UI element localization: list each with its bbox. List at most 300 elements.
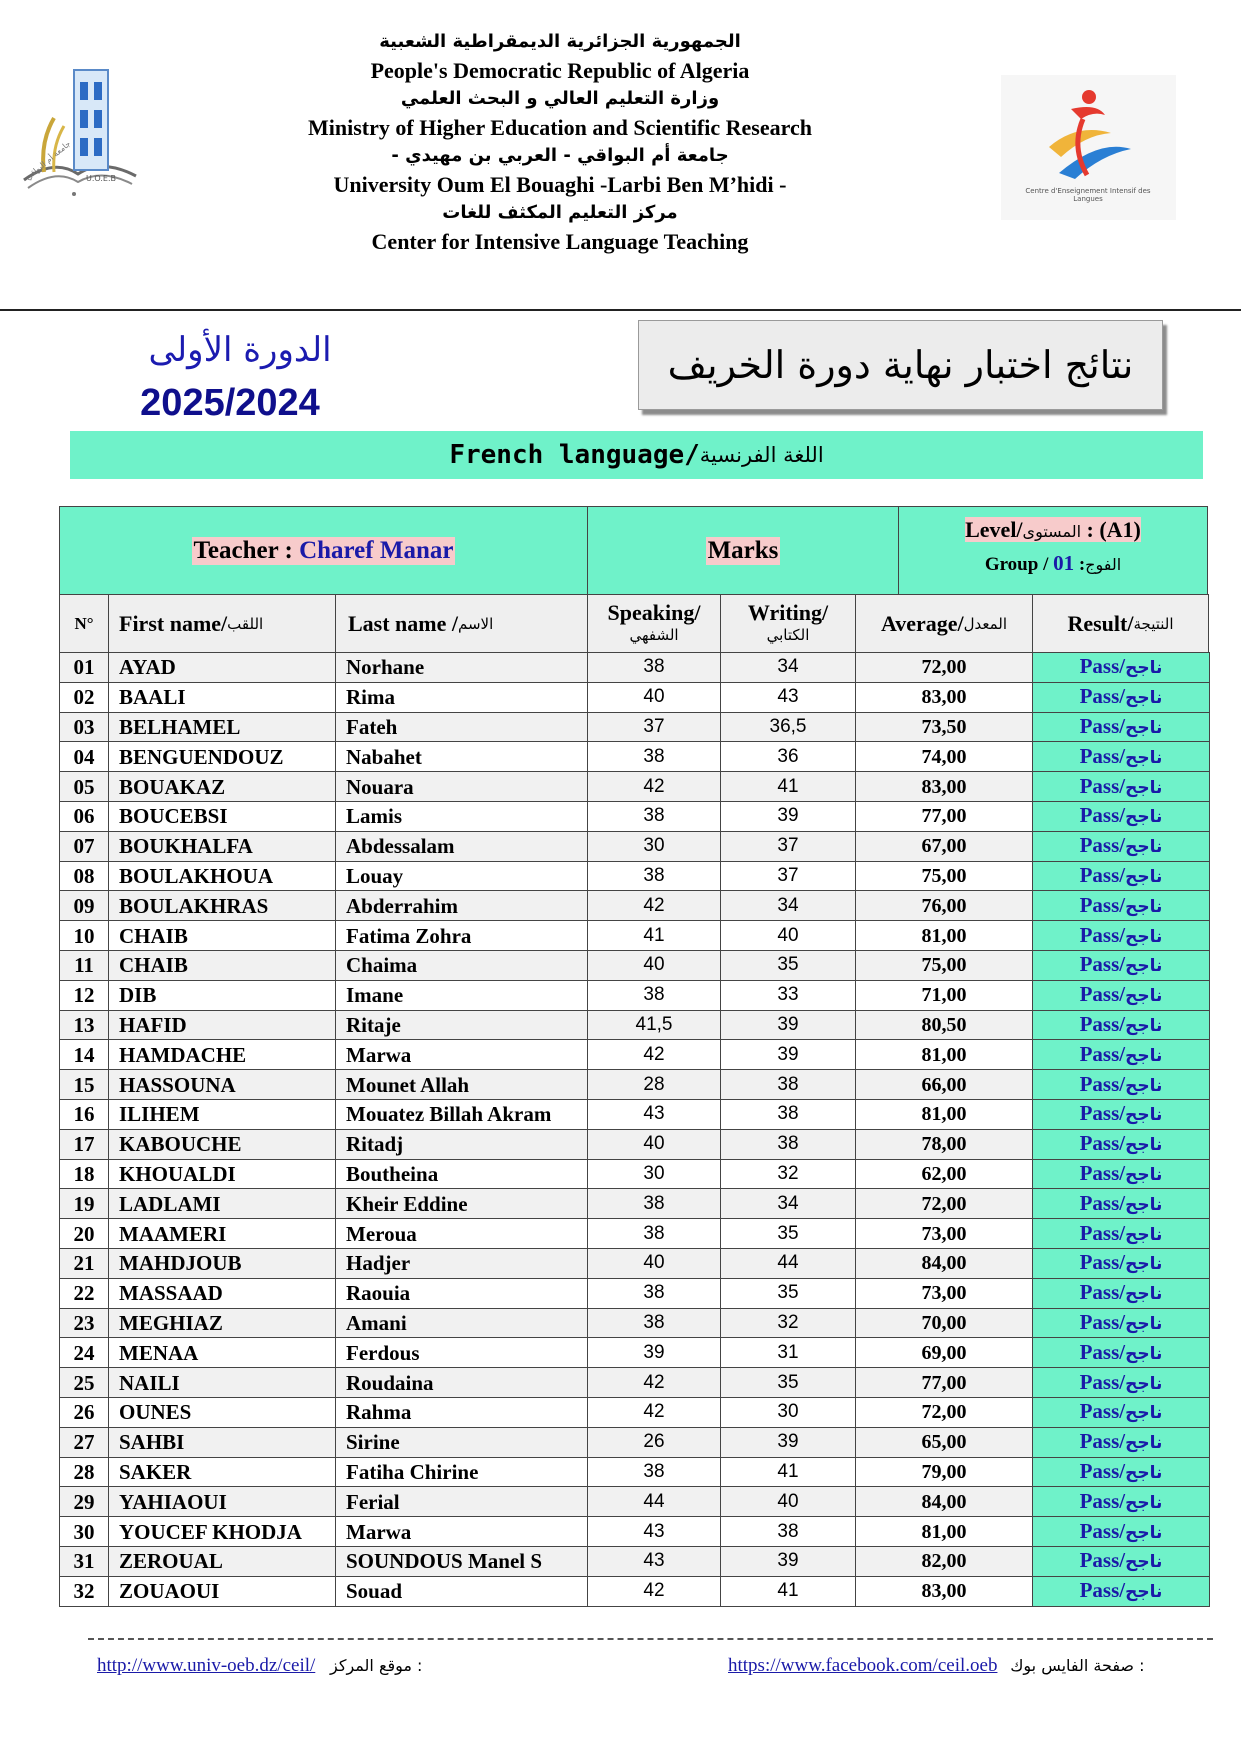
results-table-body <box>60 653 1210 1607</box>
row-first-name: KABOUCHE <box>109 1129 336 1159</box>
row-last-name: Marwa <box>336 1517 588 1547</box>
row-speaking: 26 <box>588 1427 721 1457</box>
group-line <box>899 551 1207 576</box>
row-last-name: Norhane <box>336 653 588 683</box>
col-last-name-text: Last name / <box>348 610 458 636</box>
row-number: 13 <box>60 1010 109 1040</box>
row-result-ar: ناجح <box>1125 1552 1163 1573</box>
row-result-text: Pass/ <box>1079 1041 1126 1066</box>
row-last-name: Hadjer <box>336 1248 588 1278</box>
row-average: 83,00 <box>856 682 1033 712</box>
row-first-name: LADLAMI <box>109 1189 336 1219</box>
row-number: 08 <box>60 861 109 891</box>
row-number: 15 <box>60 1070 109 1100</box>
row-writing: 40 <box>721 921 856 951</box>
row-last-name: Raouia <box>336 1278 588 1308</box>
row-result <box>1033 1397 1210 1427</box>
row-speaking: 38 <box>588 801 721 831</box>
teacher-label <box>192 537 456 565</box>
row-last-name: Amani <box>336 1308 588 1338</box>
row-speaking: 41,5 <box>588 1010 721 1040</box>
level-value: : (A1) <box>1081 517 1141 542</box>
row-result-ar: ناجح <box>1125 837 1163 858</box>
row-last-name: Nabahet <box>336 742 588 772</box>
row-writing: 35 <box>721 1219 856 1249</box>
row-number: 22 <box>60 1278 109 1308</box>
row-number: 09 <box>60 891 109 921</box>
row-result <box>1033 1189 1210 1219</box>
row-last-name: Roudaina <box>336 1368 588 1398</box>
row-first-name: BOULAKHOUA <box>109 861 336 891</box>
header-line-ministry: Ministry of Higher Education and Scientific Research <box>308 114 812 140</box>
row-last-name: Meroua <box>336 1219 588 1249</box>
row-first-name: MEGHIAZ <box>109 1308 336 1338</box>
row-writing: 34 <box>721 891 856 921</box>
row-result-text: Pass/ <box>1079 1071 1126 1096</box>
row-result-ar: ناجح <box>1125 1254 1163 1275</box>
row-speaking: 38 <box>588 653 721 683</box>
col-writing-ar: الكتابي <box>766 625 810 644</box>
row-result-text: Pass/ <box>1079 833 1126 858</box>
row-speaking: 42 <box>588 1368 721 1398</box>
row-result-text: Pass/ <box>1079 1518 1126 1543</box>
row-number: 10 <box>60 921 109 951</box>
row-result-text: Pass/ <box>1079 1309 1126 1334</box>
table-row <box>60 861 1210 891</box>
row-average: 77,00 <box>856 801 1033 831</box>
row-average: 81,00 <box>856 1040 1033 1070</box>
table-row <box>60 1219 1210 1249</box>
row-speaking: 38 <box>588 861 721 891</box>
table-row <box>60 801 1210 831</box>
table-row <box>60 712 1210 742</box>
row-result <box>1033 1517 1210 1547</box>
row-result-ar: ناجح <box>1125 866 1163 887</box>
row-writing: 39 <box>721 801 856 831</box>
header-line-ar-center: مركز التعليم المكثف للغات <box>442 202 678 223</box>
row-result-text: Pass/ <box>1079 654 1126 679</box>
row-average: 72,00 <box>856 653 1033 683</box>
col-header-number: N° <box>59 594 109 653</box>
row-last-name: Fatima Zohra <box>336 921 588 951</box>
row-first-name: HAMDACHE <box>109 1040 336 1070</box>
teacher-cell <box>59 506 588 595</box>
row-last-name: Ferial <box>336 1487 588 1517</box>
row-first-name: BOUKHALFA <box>109 831 336 861</box>
row-result-text: Pass/ <box>1079 1011 1126 1036</box>
row-last-name: Ritaje <box>336 1010 588 1040</box>
row-average: 73,50 <box>856 712 1033 742</box>
center-logo <box>1001 75 1176 220</box>
table-row <box>60 682 1210 712</box>
header-line-republic: People's Democratic Republic of Algeria <box>370 57 750 83</box>
row-average: 69,00 <box>856 1338 1033 1368</box>
row-number: 25 <box>60 1368 109 1398</box>
row-writing: 41 <box>721 772 856 802</box>
row-result <box>1033 1129 1210 1159</box>
row-number: 21 <box>60 1248 109 1278</box>
row-first-name: NAILI <box>109 1368 336 1398</box>
row-writing: 37 <box>721 831 856 861</box>
row-result <box>1033 742 1210 772</box>
row-last-name: Sirine <box>336 1427 588 1457</box>
teacher-label-text: Teacher : <box>193 536 300 564</box>
row-result-text: Pass/ <box>1079 1369 1126 1394</box>
row-first-name: HASSOUNA <box>109 1070 336 1100</box>
row-number: 30 <box>60 1517 109 1547</box>
row-number: 16 <box>60 1099 109 1129</box>
row-result-text: Pass/ <box>1079 713 1126 738</box>
row-average: 73,00 <box>856 1278 1033 1308</box>
table-row <box>60 891 1210 921</box>
row-speaking: 41 <box>588 921 721 951</box>
row-number: 07 <box>60 831 109 861</box>
header-line-center: Center for Intensive Language Teaching <box>371 228 749 254</box>
table-row <box>60 1189 1210 1219</box>
language-banner <box>70 431 1203 479</box>
table-row <box>60 1010 1210 1040</box>
row-result-text: Pass/ <box>1079 1458 1126 1483</box>
table-row <box>60 1129 1210 1159</box>
row-average: 81,00 <box>856 1517 1033 1547</box>
row-average: 65,00 <box>856 1427 1033 1457</box>
row-result-ar: ناجح <box>1125 986 1163 1007</box>
row-result <box>1033 980 1210 1010</box>
facebook-label: صفحة الفايس بوك : <box>1010 1656 1145 1675</box>
col-header-writing <box>720 594 856 653</box>
row-last-name: Rahma <box>336 1397 588 1427</box>
row-writing: 38 <box>721 1070 856 1100</box>
row-result-ar: ناجح <box>1125 1492 1163 1513</box>
row-result-text: Pass/ <box>1079 1429 1126 1454</box>
row-result <box>1033 1338 1210 1368</box>
row-result <box>1033 831 1210 861</box>
row-first-name: MENAA <box>109 1338 336 1368</box>
row-last-name: Kheir Eddine <box>336 1189 588 1219</box>
row-result-ar: ناجح <box>1125 1582 1163 1603</box>
row-writing: 36 <box>721 742 856 772</box>
col-result-text: Result/ <box>1067 610 1134 636</box>
col-speaking-text: Speaking/ <box>607 599 701 625</box>
row-result <box>1033 1487 1210 1517</box>
col-header-first-name <box>108 594 336 653</box>
row-number: 18 <box>60 1159 109 1189</box>
table-row <box>60 1546 1210 1576</box>
row-average: 79,00 <box>856 1457 1033 1487</box>
row-speaking: 38 <box>588 742 721 772</box>
row-result-text: Pass/ <box>1079 1548 1126 1573</box>
table-row <box>60 1070 1210 1100</box>
table-row <box>60 742 1210 772</box>
table-row <box>60 653 1210 683</box>
row-writing: 43 <box>721 682 856 712</box>
row-speaking: 37 <box>588 712 721 742</box>
col-header-result <box>1032 594 1209 653</box>
row-speaking: 42 <box>588 1397 721 1427</box>
row-result-text: Pass/ <box>1079 922 1126 947</box>
marks-label: Marks <box>707 536 779 564</box>
row-average: 62,00 <box>856 1159 1033 1189</box>
header-line-university: University Oum El Bouaghi -Larbi Ben M’hidi - <box>333 171 787 197</box>
table-row <box>60 1427 1210 1457</box>
table-row <box>60 1517 1210 1547</box>
row-result-text: Pass/ <box>1079 982 1126 1007</box>
row-result-ar: ناجح <box>1125 1313 1163 1334</box>
col-first-name-text: First name/ <box>119 610 228 636</box>
row-result <box>1033 1546 1210 1576</box>
row-first-name: BOULAKHRAS <box>109 891 336 921</box>
site-label: موقع المركز : <box>330 1656 423 1675</box>
footer-divider <box>88 1638 1213 1640</box>
row-speaking: 43 <box>588 1517 721 1547</box>
teacher-name: Charef Manar <box>299 536 454 564</box>
row-average: 66,00 <box>856 1070 1033 1100</box>
row-writing: 30 <box>721 1397 856 1427</box>
row-last-name: Boutheina <box>336 1159 588 1189</box>
row-speaking: 42 <box>588 1576 721 1606</box>
row-writing: 32 <box>721 1159 856 1189</box>
row-result-ar: ناجح <box>1125 1522 1163 1543</box>
header-line-ar-republic: الجمهورية الجزائرية الديمقراطية الشعبية <box>379 31 741 52</box>
university-logo-sub: U.O.E.B <box>86 174 116 183</box>
header-line-ar-university: جامعة أم البواقي - العربي بن مهيدي - <box>391 145 729 166</box>
row-last-name: Marwa <box>336 1040 588 1070</box>
row-result-ar: ناجح <box>1125 1164 1163 1185</box>
row-number: 11 <box>60 950 109 980</box>
row-first-name: SAKER <box>109 1457 336 1487</box>
row-result-ar: ناجح <box>1125 1194 1163 1215</box>
table-row <box>60 1368 1210 1398</box>
row-first-name: AYAD <box>109 653 336 683</box>
center-logo-caption: Centre d'Enseignement Intensif des Langues <box>1025 187 1151 203</box>
session-title: الدورة الأولى <box>148 330 332 370</box>
row-average: 83,00 <box>856 772 1033 802</box>
table-row <box>60 1159 1210 1189</box>
row-average: 73,00 <box>856 1219 1033 1249</box>
table-row <box>60 1338 1210 1368</box>
row-result <box>1033 1159 1210 1189</box>
row-result <box>1033 712 1210 742</box>
row-result <box>1033 1576 1210 1606</box>
language-ar: اللغة الفرنسية <box>699 443 824 467</box>
row-result-ar: ناجح <box>1125 1284 1163 1305</box>
row-speaking: 40 <box>588 1248 721 1278</box>
row-first-name: ZEROUAL <box>109 1546 336 1576</box>
table-row <box>60 980 1210 1010</box>
row-number: 02 <box>60 682 109 712</box>
row-average: 83,00 <box>856 1576 1033 1606</box>
row-speaking: 40 <box>588 950 721 980</box>
group-label: Group / <box>984 554 1049 575</box>
row-first-name: HAFID <box>109 1010 336 1040</box>
row-number: 20 <box>60 1219 109 1249</box>
row-average: 84,00 <box>856 1487 1033 1517</box>
row-average: 76,00 <box>856 891 1033 921</box>
row-writing: 38 <box>721 1517 856 1547</box>
row-first-name: BAALI <box>109 682 336 712</box>
row-result-text: Pass/ <box>1079 1220 1126 1245</box>
row-result-text: Pass/ <box>1079 1578 1126 1603</box>
row-result-ar: ناجح <box>1125 956 1163 977</box>
col-writing-text: Writing/ <box>747 599 829 625</box>
row-speaking: 38 <box>588 1308 721 1338</box>
row-result-text: Pass/ <box>1079 892 1126 917</box>
row-number: 32 <box>60 1576 109 1606</box>
row-result-ar: ناجح <box>1125 1135 1163 1156</box>
site-link[interactable]: http://www.univ-oeb.dz/ceil/ <box>97 1655 316 1676</box>
row-number: 14 <box>60 1040 109 1070</box>
col-average-ar: المعدل <box>963 614 1008 633</box>
row-first-name: MAHDJOUB <box>109 1248 336 1278</box>
row-writing: 39 <box>721 1546 856 1576</box>
group-label-ar: الفوج <box>1085 555 1122 574</box>
level-label-text: Level/ <box>965 517 1023 542</box>
row-first-name: DIB <box>109 980 336 1010</box>
row-average: 81,00 <box>856 1099 1033 1129</box>
row-first-name: CHAIB <box>109 921 336 951</box>
row-speaking: 42 <box>588 772 721 802</box>
row-result-text: Pass/ <box>1079 1399 1126 1424</box>
row-writing: 39 <box>721 1010 856 1040</box>
row-average: 71,00 <box>856 980 1033 1010</box>
row-number: 29 <box>60 1487 109 1517</box>
row-result-ar: ناجح <box>1125 1462 1163 1483</box>
col-header-average <box>855 594 1033 653</box>
row-result-ar: ناجح <box>1125 1403 1163 1424</box>
table-row <box>60 921 1210 951</box>
row-speaking: 40 <box>588 682 721 712</box>
row-result-ar: ناجح <box>1125 747 1163 768</box>
row-speaking: 38 <box>588 1278 721 1308</box>
row-speaking: 44 <box>588 1487 721 1517</box>
row-speaking: 28 <box>588 1070 721 1100</box>
row-average: 80,50 <box>856 1010 1033 1040</box>
row-speaking: 30 <box>588 831 721 861</box>
row-result-ar: ناجح <box>1125 896 1163 917</box>
row-speaking: 40 <box>588 1129 721 1159</box>
col-speaking-ar: الشفهي <box>629 625 679 644</box>
row-writing: 40 <box>721 1487 856 1517</box>
row-average: 78,00 <box>856 1129 1033 1159</box>
row-first-name: ILIHEM <box>109 1099 336 1129</box>
row-number: 26 <box>60 1397 109 1427</box>
row-number: 01 <box>60 653 109 683</box>
row-result-text: Pass/ <box>1079 1339 1126 1364</box>
row-result <box>1033 653 1210 683</box>
row-writing: 39 <box>721 1427 856 1457</box>
row-result-ar: ناجح <box>1125 688 1163 709</box>
row-last-name: Mouatez Billah Akram <box>336 1099 588 1129</box>
row-result-ar: ناجح <box>1125 658 1163 679</box>
row-first-name: MASSAAD <box>109 1278 336 1308</box>
row-first-name: ZOUAOUI <box>109 1576 336 1606</box>
row-result-ar: ناجح <box>1125 717 1163 738</box>
row-last-name: Fateh <box>336 712 588 742</box>
row-result-text: Pass/ <box>1079 1101 1126 1126</box>
row-last-name: Nouara <box>336 772 588 802</box>
row-writing: 32 <box>721 1308 856 1338</box>
row-result-ar: ناجح <box>1125 1105 1163 1126</box>
row-writing: 35 <box>721 950 856 980</box>
row-speaking: 39 <box>588 1338 721 1368</box>
row-result-ar: ناجح <box>1125 1373 1163 1394</box>
row-first-name: KHOUALDI <box>109 1159 336 1189</box>
row-number: 12 <box>60 980 109 1010</box>
row-first-name: BENGUENDOUZ <box>109 742 336 772</box>
row-writing: 44 <box>721 1248 856 1278</box>
row-number: 04 <box>60 742 109 772</box>
row-result-ar: ناجح <box>1125 1075 1163 1096</box>
row-average: 72,00 <box>856 1189 1033 1219</box>
row-number: 24 <box>60 1338 109 1368</box>
row-writing: 31 <box>721 1338 856 1368</box>
marks-cell <box>587 506 899 595</box>
row-first-name: SAHBI <box>109 1427 336 1457</box>
row-average: 75,00 <box>856 950 1033 980</box>
row-last-name: SOUNDOUS Manel S <box>336 1546 588 1576</box>
row-first-name: CHAIB <box>109 950 336 980</box>
facebook-link[interactable]: https://www.facebook.com/ceil.oeb <box>728 1655 998 1676</box>
site-link-group <box>97 1655 422 1677</box>
row-writing: 35 <box>721 1368 856 1398</box>
row-first-name: BOUAKAZ <box>109 772 336 802</box>
row-result-text: Pass/ <box>1079 1190 1126 1215</box>
row-average: 72,00 <box>856 1397 1033 1427</box>
row-result-ar: ناجح <box>1125 1015 1163 1036</box>
row-result <box>1033 1099 1210 1129</box>
row-result-text: Pass/ <box>1079 803 1126 828</box>
row-writing: 39 <box>721 1040 856 1070</box>
row-result-ar: ناجح <box>1125 926 1163 947</box>
row-result-text: Pass/ <box>1079 743 1126 768</box>
level-group-cell <box>898 506 1208 595</box>
row-result <box>1033 772 1210 802</box>
row-speaking: 43 <box>588 1546 721 1576</box>
row-result <box>1033 1040 1210 1070</box>
row-result <box>1033 950 1210 980</box>
row-first-name: BELHAMEL <box>109 712 336 742</box>
row-result <box>1033 861 1210 891</box>
row-last-name: Lamis <box>336 801 588 831</box>
row-first-name: MAAMERI <box>109 1219 336 1249</box>
col-average-text: Average/ <box>880 610 964 636</box>
row-first-name: YOUCEF KHODJA <box>109 1517 336 1547</box>
table-row <box>60 831 1210 861</box>
level-label-ar: المستوى <box>1022 522 1082 541</box>
header-divider <box>0 309 1241 311</box>
results-table <box>59 652 1210 1607</box>
row-speaking: 43 <box>588 1099 721 1129</box>
row-result <box>1033 1457 1210 1487</box>
row-writing: 38 <box>721 1099 856 1129</box>
row-result <box>1033 801 1210 831</box>
row-last-name: Ritadj <box>336 1129 588 1159</box>
table-row <box>60 1457 1210 1487</box>
row-last-name: Chaima <box>336 950 588 980</box>
row-writing: 41 <box>721 1576 856 1606</box>
col-header-last-name <box>335 594 588 653</box>
group-sep: : <box>1078 554 1086 575</box>
col-first-name-ar: اللقب <box>227 614 264 633</box>
row-result-text: Pass/ <box>1079 862 1126 887</box>
row-result-text: Pass/ <box>1079 773 1126 798</box>
row-result <box>1033 891 1210 921</box>
level-line <box>899 517 1207 543</box>
col-result-ar: النتيجة <box>1133 614 1174 633</box>
row-result <box>1033 1308 1210 1338</box>
col-last-name-ar: الاسم <box>458 614 494 633</box>
row-result <box>1033 1070 1210 1100</box>
